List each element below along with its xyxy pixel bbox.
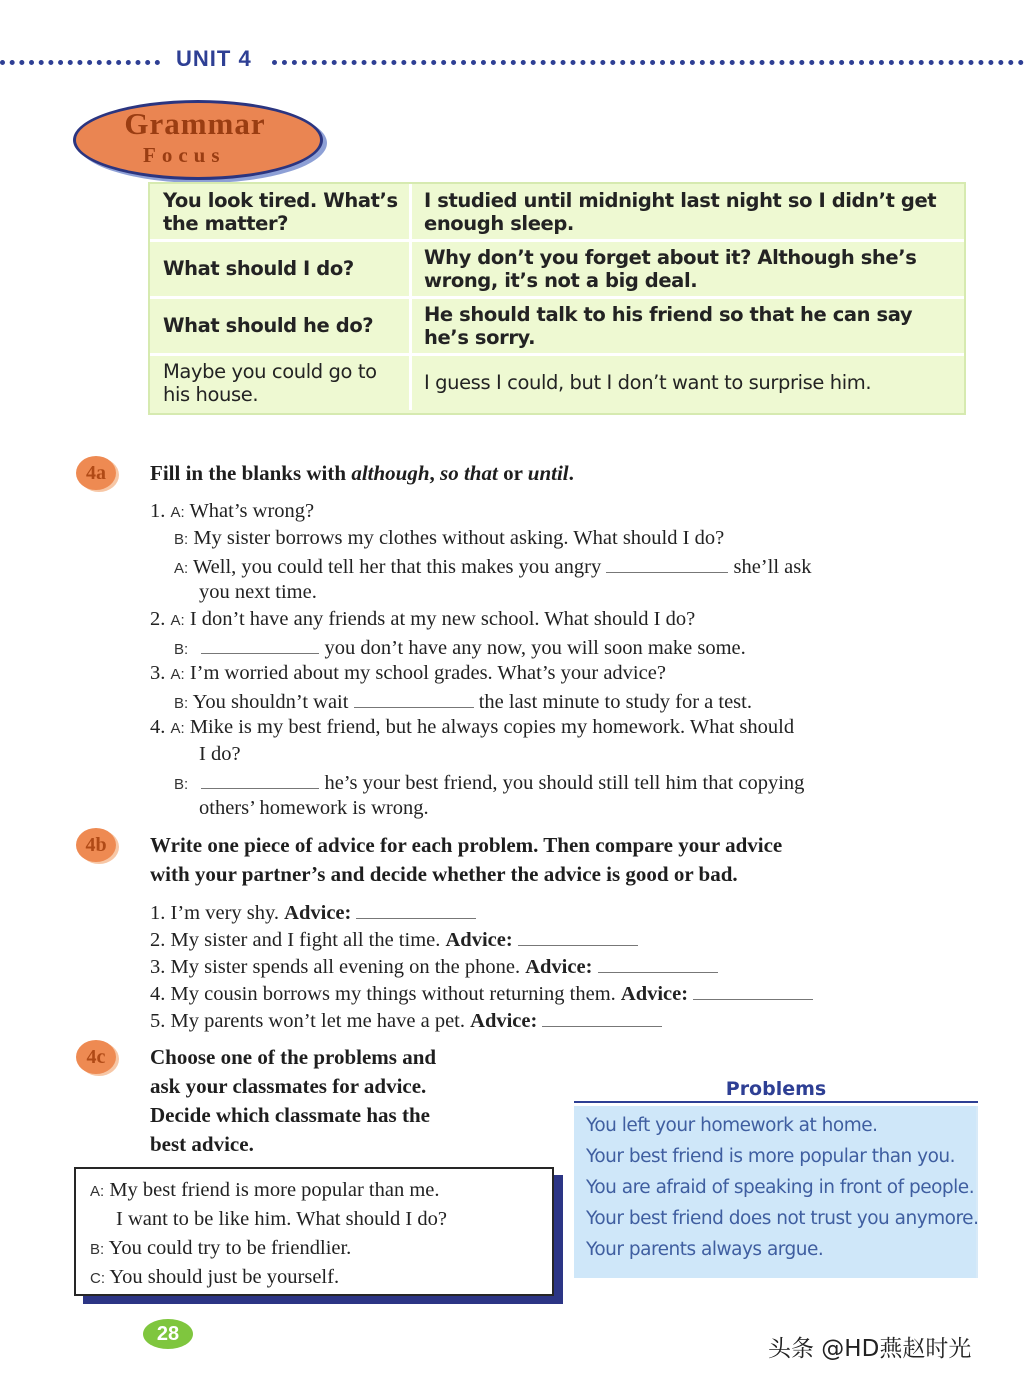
grammar-question: Maybe you could go to his house. [163, 359, 377, 406]
exercise-line: B: You shouldn’t wait the last minute to study for a test. [174, 687, 752, 717]
watermark: 头条 @HD燕赵时光 [768, 1336, 972, 1362]
exercise-line: I do? [199, 743, 241, 765]
answer-blank[interactable] [354, 687, 474, 708]
advice-item: 1. I’m very shy. Advice: [150, 898, 476, 926]
grammar-answer: I studied until midnight last night so I didn’t get enough sleep. [424, 188, 937, 235]
section-4c-instruction: Choose one of the problems and ask your classmates for advice. Decide which classmate has the best advice. [150, 1045, 437, 1156]
badge-subtitle: Focus [143, 143, 226, 167]
problem-item: Your best friend is more popular than you. [586, 1146, 956, 1167]
section-4a-marker: 4a [76, 456, 116, 490]
table-row [150, 298, 964, 356]
answer-blank[interactable] [201, 633, 319, 654]
grammar-table [148, 182, 966, 415]
header-dotted-rule-left [0, 60, 160, 65]
section-4b-instruction: Write one piece of advice for each problem. Then compare your advice with your partner’s and decide whether the advice is good or bad. [150, 833, 783, 886]
table-row [150, 184, 964, 242]
exercise-line: 1. A: What’s wrong? [150, 500, 315, 522]
problems-title: Problems [725, 1078, 827, 1100]
answer-blank[interactable] [201, 768, 319, 789]
advice-item: 2. My sister and I fight all the time. Advice: [150, 925, 638, 953]
answer-blank[interactable] [606, 552, 728, 573]
advice-blank[interactable] [693, 979, 813, 1000]
grammar-question: What should he do? [163, 314, 374, 337]
exercise-line: B: he’s your best friend, you should still tell him that copying [174, 768, 804, 798]
grammar-question: You look tired. What’s the matter? [163, 188, 398, 235]
exercise-line: A: Well, you could tell her that this makes you angry she’ll ask [174, 552, 811, 582]
section-4c-marker: 4c [76, 1040, 116, 1074]
table-row [150, 241, 964, 299]
problem-item: Your best friend does not trust you anymore. [586, 1208, 979, 1229]
problem-item: You left your homework at home. [586, 1115, 878, 1136]
dialogue-line: A: My best friend is more popular than me. [90, 1179, 440, 1201]
advice-item: 4. My cousin borrows my things without returning them. Advice: [150, 979, 813, 1007]
exercise-line: B: you don’t have any now, you will soon make some. [174, 633, 746, 663]
grammar-question: What should I do? [163, 257, 354, 280]
grammar-answer: I guess I could, but I don’t want to surprise him. [424, 371, 872, 394]
advice-item: 3. My sister spends all evening on the phone. Advice: [150, 952, 718, 980]
section-4b-marker: 4b [76, 828, 116, 862]
problem-item: You are afraid of speaking in front of people. [586, 1177, 975, 1198]
dialogue-line: B: You could try to be friendlier. [90, 1237, 352, 1259]
exercise-line: 2. A: I don’t have any friends at my new school. What should I do? [150, 608, 696, 630]
dialogue-line: C: You should just be yourself. [90, 1266, 340, 1288]
advice-item: 5. My parents won’t let me have a pet. Advice: [150, 1006, 662, 1034]
exercise-line: 4. A: Mike is my best friend, but he always copies my homework. What should [150, 716, 795, 738]
exercise-line: others’ homework is wrong. [199, 797, 429, 819]
badge-title: Grammar [124, 106, 266, 141]
page-number: 28 [143, 1319, 193, 1349]
table-row [150, 355, 964, 410]
advice-blank[interactable] [518, 925, 638, 946]
section-4a-instruction: Fill in the blanks with although, so that or until. [150, 461, 574, 485]
problems-rule [574, 1101, 978, 1103]
problem-item: Your parents always argue. [586, 1239, 824, 1260]
grammar-focus-badge [73, 96, 323, 178]
exercise-line: 3. A: I’m worried about my school grades. What’s your advice? [150, 662, 666, 684]
advice-blank[interactable] [542, 1006, 662, 1027]
grammar-answer: He should talk to his friend so that he can say he’s sorry. [424, 302, 913, 349]
advice-blank[interactable] [356, 898, 476, 919]
unit-title: UNIT 4 [176, 46, 252, 71]
grammar-answer: Why don’t you forget about it? Although she’s wrong, it’s not a big deal. [424, 245, 917, 292]
advice-blank[interactable] [598, 952, 718, 973]
exercise-line: B: My sister borrows my clothes without asking. What should I do? [174, 527, 725, 549]
dialogue-line: I want to be like him. What should I do? [116, 1208, 447, 1230]
header-dotted-rule-right [272, 60, 1024, 65]
exercise-line: you next time. [199, 581, 317, 603]
